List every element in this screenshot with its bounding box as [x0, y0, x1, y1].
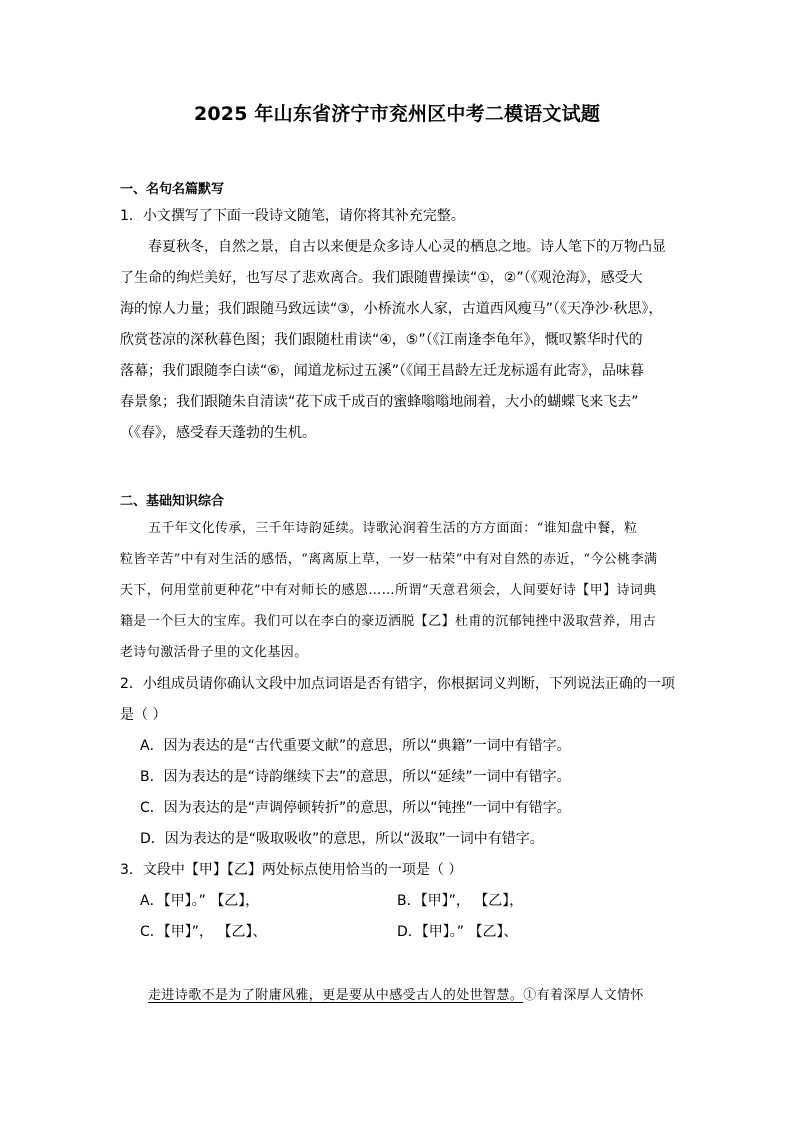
q2-option-a: A．因为表达的是“古代重要文献”的意思，所以“典籍”一词中有错字。 — [140, 738, 571, 754]
trailing-passage-line — [148, 987, 708, 1005]
section-heading-2: 二、基础知识综合 — [120, 494, 225, 509]
q1-paragraph-line: 欣赏苍凉的深秋暮色图；我们跟随杜甫读“④，⑤”（《江南逢李龟年》，慨叹繁华时代的 — [120, 332, 643, 348]
q3-option-d: D．【甲】。” 【乙】、 — [397, 924, 518, 940]
trailing-sentence: ①有着深厚人文情怀 — [523, 988, 644, 1003]
question-3-stem: 3．文段中【甲】【乙】两处标点使用恰当的一项是（ ） — [120, 862, 463, 878]
question-2-stem-cont: 是（ ） — [120, 707, 167, 723]
q1-paragraph-line: （《春》，感受春天蓬勃的生机。 — [120, 425, 316, 441]
passage-line: 粒皆辛苦”中有对生活的感悟，“离离原上草，一岁一枯荣”中有对自然的赤近，“今公桃李满 — [120, 552, 658, 567]
q3-option-c: C．【甲】”， 【乙】、 — [140, 924, 267, 940]
q3-option-b: B．【甲】”， 【乙】， — [397, 893, 524, 909]
q1-paragraph-line: 春夏秋冬，自然之景，自古以来便是众多诗人心灵的栖息之地。诗人笔下的万物凸显 — [148, 239, 666, 255]
q2-option-b: B．因为表达的是“诗韵继续下去”的意思，所以“延续”一词中有错字。 — [140, 769, 571, 785]
passage-line: 老诗句激活骨子里的文化基因。 — [120, 645, 308, 660]
section-heading-1: 一、名句名篇默写 — [120, 182, 225, 197]
passage-line: 天下，何用堂前更种花”中有对师长的感恩……所谓“天意君须会，人间要好诗【甲】诗词典 — [120, 583, 657, 598]
q1-paragraph-line: 海的惊人力量；我们跟随马致远读“③，小桥流水人家，古道西风瘦马”（《天净沙·秋思》， — [120, 301, 663, 317]
question-2-stem: 2．小组成员请你确认文段中加点词语是否有错字，你根据词义判断，下列说法正确的一项 — [120, 676, 675, 692]
page-title: 2025 年山东省济宁市兖州区中考二模语文试题 — [193, 103, 601, 125]
passage-line: 五千年文化传承，三千年诗韵延续。诗歌沁润着生活的方方面面：“谁知盘中餐，粒 — [148, 521, 638, 536]
question-1-stem: 1．小文撰写了下面一段诗文随笔，请你将其补充完整。 — [120, 208, 465, 224]
underlined-sentence: 走进诗歌不是为了附庸风雅，更是要从中感受古人的处世智慧。 — [148, 988, 524, 1003]
passage-line: 籍是一个巨大的宝库。我们可以在李白的豪迈洒脱【乙】杜甫的沉郁钝挫中汲取营养，用古 — [120, 614, 657, 629]
q2-option-d: D．因为表达的是“吸取吸收”的意思，所以“汲取”一词中有错字。 — [140, 831, 544, 847]
q1-paragraph-line: 了生命的绚烂美好，也写尽了悲欢离合。我们跟随曹操读“①，②”（《观沧海》，感受大 — [120, 270, 643, 286]
q3-option-a: A．【甲】。” 【乙】， — [140, 893, 260, 909]
q1-paragraph-line: 春景象；我们跟随朱自清读“花下成千成百的蜜蜂嗡嗡地闹着，大小的蝴蝶飞来飞去” — [120, 394, 639, 410]
q2-option-c: C．因为表达的是“声调停顿转折”的意思，所以“钝挫”一词中有错字。 — [140, 800, 571, 816]
q1-paragraph-line: 落幕；我们跟随李白读“⑥，闻道龙标过五溪”（《闻王昌龄左迁龙标遥有此寄》，品味暮 — [120, 363, 645, 379]
